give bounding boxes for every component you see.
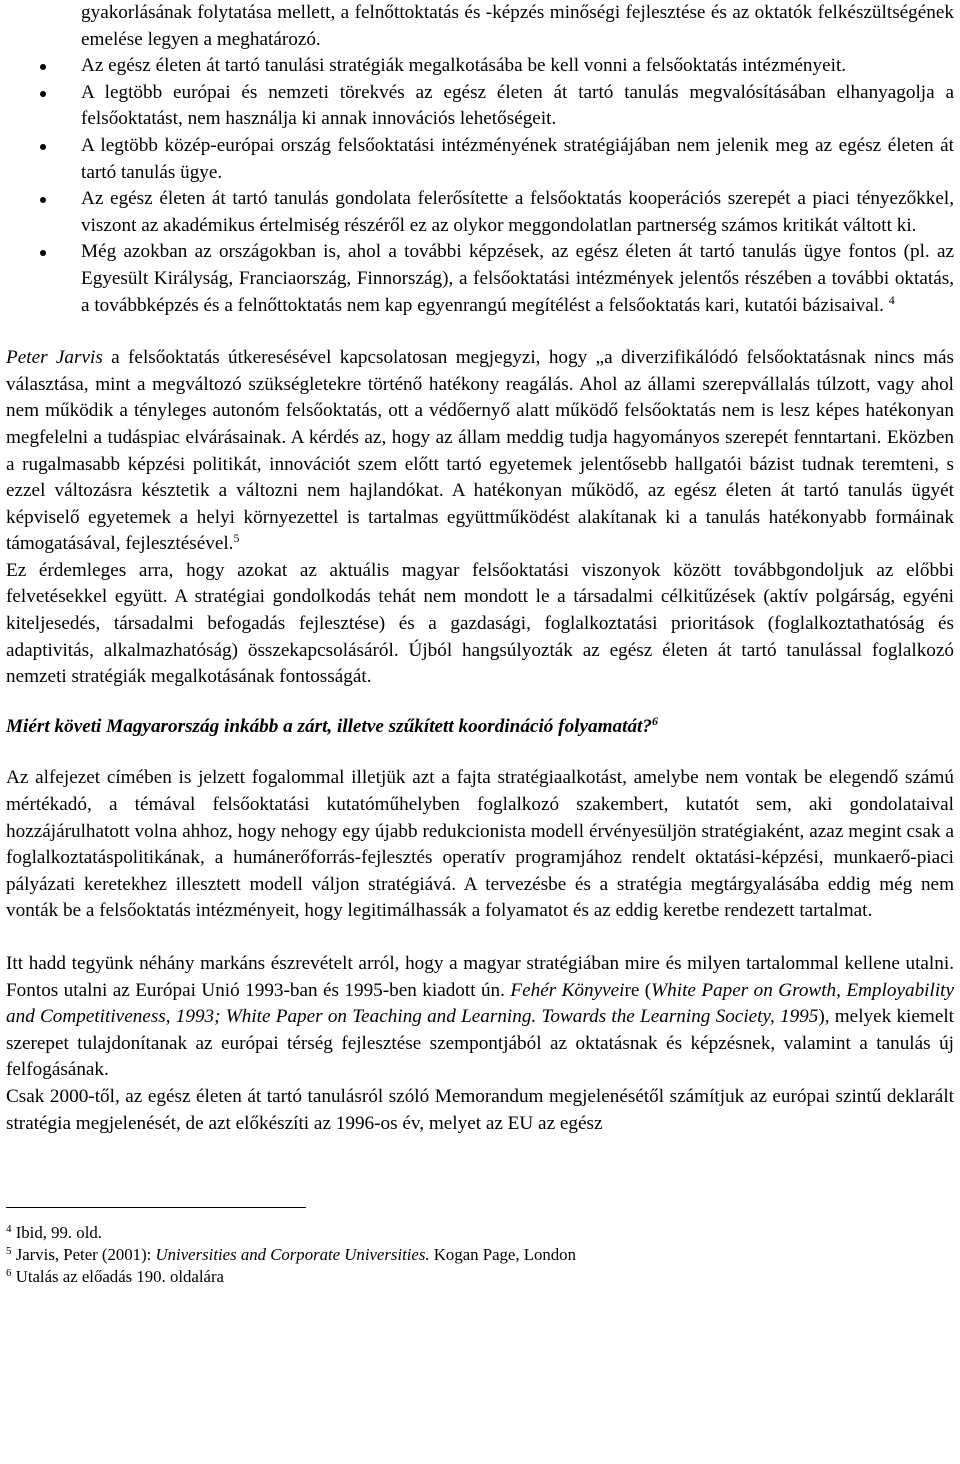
footnote-divider	[6, 1207, 306, 1208]
document-page	[6, 0, 954, 1288]
bullet-list	[6, 53, 954, 319]
list-item	[6, 53, 954, 80]
list-item	[6, 133, 954, 186]
footnote-text: Jarvis, Peter (2001):	[15, 1245, 156, 1265]
bullet-icon	[40, 91, 46, 97]
list-continuation: gyakorlásának folytatása mellett, a felnőttoktatás és -képzés minőségi fejlesztése és az oktatók felkészültségének emelése legyen a meghatározó.	[81, 2, 954, 50]
paragraph-consistent: Ez érdemleges arra, hogy azokat az aktuális magyar felsőoktatási viszonyok között továbbgondoljuk az előbbi felvetésekkel együtt. A stratégiai gondolkodás tehát nem mondott le a társadalmi célkitűzések (aktív polgárság, egyéni kiteljesedés, társadalmi befogadás fejlesztése) és a gazdasági, foglalkoztatási prioritások (foglalkoztathatóság és adaptivitás, alkalmazhatóság) összekapcsolásáról. Újból hangsúlyozták az egész életen át tartó tanulással foglalkozó nemzeti stratégiák megalkotásának fontosságát.	[6, 559, 954, 688]
list-item-text: Még azokban az országokban is, ahol a további képzések, az egész életen át tartó tanulás ügye fontos (pl. az Egyesült Királyság, Franciaország, Finnország), a felsőoktatási intézmények jelentős részében a további oktatás, a továbbképzés és a felnőttoktatás nem kap egyenrangú megítélést a felsőoktatás kari, kutatói bázisaival.	[81, 241, 954, 316]
bullet-icon	[40, 144, 46, 150]
paragraph-itt	[6, 951, 954, 1084]
paragraph-jarvis	[6, 345, 954, 558]
footnote-ref: 6	[651, 713, 658, 728]
list-item-text: Az egész életen át tartó tanulás gondolata felerősítette a felsőoktatás kooperációs szerepét a piaci tényezőkkel, viszont az akadémikus értelmiség részéről ez az olykor meggondolatlan partnerség számos kritikát váltott ki.	[81, 188, 954, 236]
list-item	[6, 239, 954, 319]
footnote-text: Ibid, 99. old.	[15, 1223, 102, 1243]
heading-text: Miért követi Magyarország inkább a zárt, illetve szűkített koordináció folyamatát?	[6, 715, 652, 737]
bullet-icon	[40, 197, 46, 203]
footnote-text: Kogan Page, London	[429, 1245, 576, 1265]
paragraph-text: Itt hadd tegyünk néhány markáns észrevételt arról, hogy a magyar stratégiában mire és milyen tartalommal kellene utalni. Fontos utalni az Európai Unió 1993-ban és 1995-ben kiadott ún.	[6, 953, 954, 1001]
paragraph-text: ), melyek kiemelt szerepet tulajdonítanak az európai térség fejlesztése szempontjából az oktatásnak és képzésnek, valamint a tanulás új felfogásának.	[6, 1006, 954, 1081]
italic-text: Fehér Könyvei	[510, 979, 625, 1001]
list-item	[6, 186, 954, 239]
bullet-icon	[40, 64, 46, 70]
section-heading	[6, 714, 954, 741]
bullet-icon	[40, 250, 46, 256]
paragraph-alfejezet: Az alfejezet címében is jelzett fogalommal illetjük azt a fajta stratégiaalkotást, amelybe nem vontak be elegendő számú mértékadó, a témával felsőoktatási kutatóműhelyben foglalkozó szakembert, kutatót sem, aki gondolataival hozzájárulhatott volna ahhoz, hogy nehogy egy újabb redukcionista modell érvényesüljön stratégiaként, azaz megint csak a foglalkoztatáspolitikának, a humánerőforrás-fejlesztés operatív programjához rendelt oktatási-képzési, munkaerő-piaci pályázati keretekhez illesztett modell váljon stratégiává. A tervezésbe és a stratégia megtárgyalásába eddig még nem vonták be a felsőoktatás intézményeit, hogy legitimálhassák a folyamatot és az eddig keretbe rendezett tartalmat.	[6, 767, 954, 922]
paragraph-text: re (	[624, 979, 652, 1001]
footnote-text: Utalás az előadás 190. oldalára	[15, 1267, 224, 1287]
list-item	[6, 80, 954, 133]
footnote-number: 5	[6, 1245, 12, 1258]
paragraph-csak: Csak 2000-től, az egész életen át tartó tanulásról szóló Memorandum megjelenésétől számítjuk az európai szintű deklarált stratégia megjelenését, de azt előkészíti az 1996-os év, melyet az EU az egész	[6, 1085, 954, 1134]
list-item-text: Az egész életen át tartó tanulási stratégiák megalkotásába be kell vonni a felsőoktatás intézményeit.	[81, 55, 847, 77]
footnote	[6, 1266, 954, 1288]
footnote-number: 4	[6, 1223, 12, 1236]
paragraph-text: a felsőoktatás útkeresésével kapcsolatosan megjegyzi, hogy „a diverzifikálódó felsőoktatásnak nincs más választása, mint a megváltozó szükségletekre történő hatékony reagálás. Ahol az állami szerepvállalás túlzott, vagy ahol nem működik a tényleges autonóm felsőoktatás, ott a védőernyő alatt működő felsőoktatás nem is lesz képes hatékonyan megfelelni a tudáspiac elvárásainak. A kérdés az, hogy az állam meddig tudja hagyományos szerepét fenntartani. Eközben a rugalmasabb képzési politikát, innovációt szem előtt tartó egyetemek jelentősebb hallgatói bázist tudnak teremteni, s ezzel változásra késztetik a változni nem hajlandókat. A hatékonyan működő, az egész életen át tartó tanulás ügyét képviselő egyetemek a helyi környezettel is tartalmas együttműködést alakítanak ki a tanulás hatékonyabb formáinak támogatásával, fejlesztésével.	[6, 347, 954, 555]
author-name: Peter Jarvis	[6, 347, 103, 369]
list-item-text: A legtöbb közép-európai ország felsőoktatási intézményének stratégiájában nem jelenik meg az egész életen át tartó tanulás ügye.	[81, 134, 954, 183]
footnote-ref: 4	[888, 292, 895, 307]
footnote-number: 6	[6, 1267, 12, 1280]
footnote-italic: Universities and Corporate Universities.	[155, 1245, 430, 1265]
footnote	[6, 1244, 954, 1266]
italic-text: White Paper on Growth, Employability and Competitiveness, 1993; White Paper on Teaching and Learning. Towards the Learning Society, 1995	[6, 979, 954, 1028]
footnote	[6, 1222, 954, 1244]
list-item-text: A legtöbb európai és nemzeti törekvés az egész életen át tartó tanulás megvalósításában elhanyagolja a felsőoktatást, nem használja ki annak innovációs lehetőségeit.	[81, 81, 954, 130]
footnote-ref: 5	[233, 531, 240, 546]
